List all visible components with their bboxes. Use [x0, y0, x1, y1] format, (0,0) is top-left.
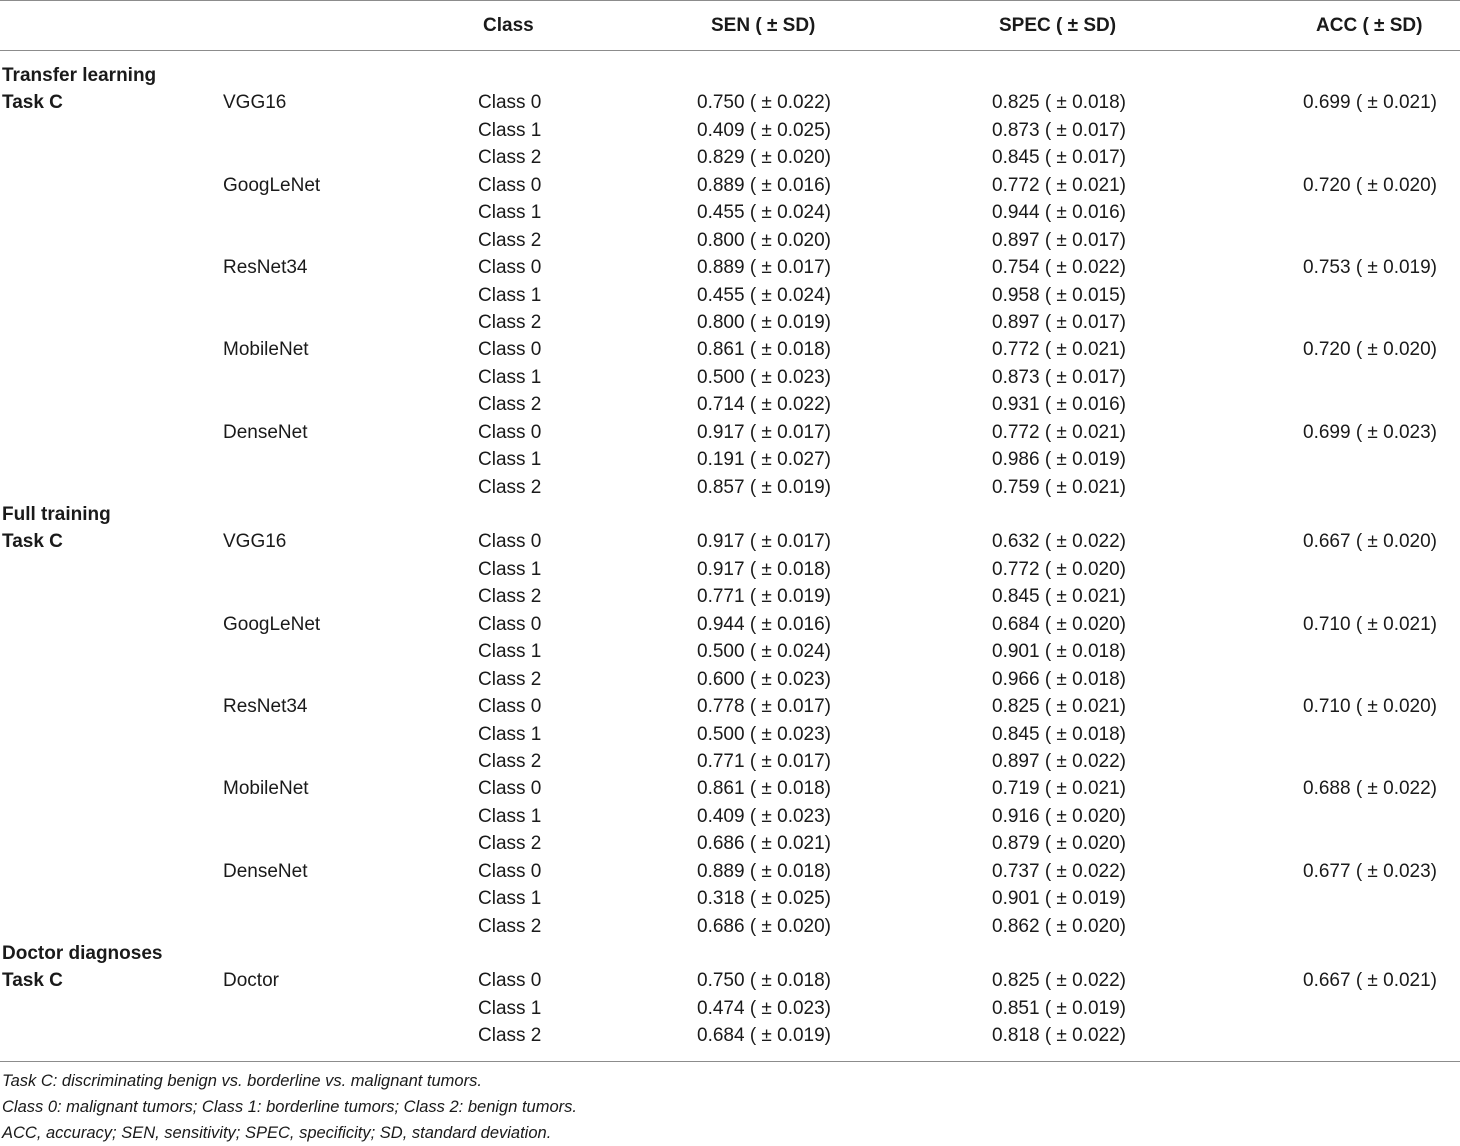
table-row: [0, 446, 1460, 473]
spec-value: 0.845 ( ± 0.021): [992, 586, 1127, 608]
spec-value: 0.944 ( ± 0.016): [992, 202, 1127, 224]
acc-value: 0.699 ( ± 0.023): [1303, 421, 1438, 443]
class-label: Class 0: [478, 339, 542, 361]
class-label: Class 2: [478, 833, 542, 855]
spec-value: 0.719 ( ± 0.021): [992, 778, 1127, 800]
model-name: MobileNet: [223, 778, 309, 800]
acc-value: 0.753 ( ± 0.019): [1303, 257, 1438, 279]
sen-value: 0.771 ( ± 0.019): [697, 586, 832, 608]
model-name: DenseNet: [223, 421, 308, 443]
table-row: [0, 199, 1460, 226]
table-row: [0, 638, 1460, 665]
table-row: [0, 227, 1460, 254]
section-title-row: [0, 62, 1460, 89]
bottom-rule: [0, 1061, 1460, 1062]
sen-value: 0.686 ( ± 0.021): [697, 833, 832, 855]
acc-value: 0.710 ( ± 0.020): [1303, 696, 1438, 718]
table-body: [0, 62, 1460, 1050]
class-label: Class 1: [478, 202, 542, 224]
sen-value: 0.771 ( ± 0.017): [697, 750, 832, 772]
spec-value: 0.966 ( ± 0.018): [992, 668, 1127, 690]
spec-value: 0.897 ( ± 0.022): [992, 750, 1127, 772]
class-label: Class 0: [478, 860, 542, 882]
spec-value: 0.897 ( ± 0.017): [992, 311, 1127, 333]
task-label: Task C: [2, 92, 63, 114]
sen-value: 0.409 ( ± 0.023): [697, 805, 832, 827]
sen-value: 0.500 ( ± 0.023): [697, 723, 832, 745]
spec-value: 0.772 ( ± 0.021): [992, 339, 1127, 361]
sen-value: 0.861 ( ± 0.018): [697, 778, 832, 800]
class-label: Class 1: [478, 805, 542, 827]
table-row: [0, 611, 1460, 638]
sen-value: 0.191 ( ± 0.027): [697, 449, 832, 471]
acc-value: 0.667 ( ± 0.020): [1303, 531, 1438, 553]
header-sen: SEN ( ± SD): [711, 15, 816, 36]
table-row: [0, 391, 1460, 418]
sen-value: 0.889 ( ± 0.018): [697, 860, 832, 882]
spec-value: 0.772 ( ± 0.021): [992, 421, 1127, 443]
footnote-classes: Class 0: malignant tumors; Class 1: borderline tumors; Class 2: benign tumors.: [2, 1098, 577, 1116]
class-label: Class 1: [478, 449, 542, 471]
sen-value: 0.714 ( ± 0.022): [697, 394, 832, 416]
table-row: [0, 172, 1460, 199]
sen-value: 0.800 ( ± 0.020): [697, 229, 832, 251]
spec-value: 0.873 ( ± 0.017): [992, 366, 1127, 388]
spec-value: 0.845 ( ± 0.017): [992, 147, 1127, 169]
class-label: Class 2: [478, 915, 542, 937]
sen-value: 0.917 ( ± 0.018): [697, 558, 832, 580]
sen-value: 0.750 ( ± 0.018): [697, 970, 832, 992]
task-label: Task C: [2, 531, 63, 553]
spec-value: 0.772 ( ± 0.020): [992, 558, 1127, 580]
spec-value: 0.759 ( ± 0.021): [992, 476, 1127, 498]
table-row: [0, 748, 1460, 775]
class-label: Class 1: [478, 558, 542, 580]
table-row: [0, 803, 1460, 830]
spec-value: 0.873 ( ± 0.017): [992, 119, 1127, 141]
spec-value: 0.901 ( ± 0.018): [992, 641, 1127, 663]
class-label: Class 0: [478, 970, 542, 992]
sen-value: 0.889 ( ± 0.017): [697, 257, 832, 279]
section-title: Doctor diagnoses: [2, 943, 163, 964]
spec-value: 0.825 ( ± 0.018): [992, 92, 1127, 114]
class-label: Class 0: [478, 613, 542, 635]
model-name: GoogLeNet: [223, 174, 321, 196]
acc-value: 0.710 ( ± 0.021): [1303, 613, 1438, 635]
acc-value: 0.720 ( ± 0.020): [1303, 174, 1438, 196]
class-label: Class 0: [478, 778, 542, 800]
class-label: Class 2: [478, 476, 542, 498]
table-footnotes: [2, 1068, 577, 1146]
class-label: Class 1: [478, 284, 542, 306]
spec-value: 0.986 ( ± 0.019): [992, 449, 1127, 471]
model-name: ResNet34: [223, 257, 308, 279]
class-label: Class 1: [478, 723, 542, 745]
class-label: Class 0: [478, 421, 542, 443]
class-label: Class 2: [478, 750, 542, 772]
table-row: [0, 556, 1460, 583]
acc-value: 0.688 ( ± 0.022): [1303, 778, 1438, 800]
class-label: Class 0: [478, 257, 542, 279]
sen-value: 0.686 ( ± 0.020): [697, 915, 832, 937]
table-header-row: [0, 0, 1460, 50]
class-label: Class 2: [478, 229, 542, 251]
section-title: Full training: [2, 504, 111, 525]
table-row: [0, 419, 1460, 446]
footnote-task: Task C: discriminating benign vs. borderline vs. malignant tumors.: [2, 1072, 482, 1090]
section-title-row: [0, 501, 1460, 528]
table-row: [0, 995, 1460, 1022]
model-name: Doctor: [223, 970, 279, 992]
spec-value: 0.851 ( ± 0.019): [992, 997, 1127, 1019]
sen-value: 0.917 ( ± 0.017): [697, 421, 832, 443]
sen-value: 0.409 ( ± 0.025): [697, 119, 832, 141]
spec-value: 0.825 ( ± 0.022): [992, 970, 1127, 992]
class-label: Class 1: [478, 119, 542, 141]
header-acc: ACC ( ± SD): [1316, 15, 1423, 36]
class-label: Class 1: [478, 888, 542, 910]
sen-value: 0.857 ( ± 0.019): [697, 476, 832, 498]
acc-value: 0.667 ( ± 0.021): [1303, 970, 1438, 992]
table-row: [0, 913, 1460, 940]
sen-value: 0.800 ( ± 0.019): [697, 311, 832, 333]
model-name: GoogLeNet: [223, 613, 321, 635]
class-label: Class 2: [478, 147, 542, 169]
table-row: [0, 528, 1460, 555]
table-row: [0, 117, 1460, 144]
sen-value: 0.455 ( ± 0.024): [697, 284, 832, 306]
acc-value: 0.699 ( ± 0.021): [1303, 92, 1438, 114]
task-label: Task C: [2, 970, 63, 992]
model-name: VGG16: [223, 531, 287, 553]
class-label: Class 2: [478, 311, 542, 333]
sen-value: 0.500 ( ± 0.023): [697, 366, 832, 388]
spec-value: 0.684 ( ± 0.020): [992, 613, 1127, 635]
spec-value: 0.772 ( ± 0.021): [992, 174, 1127, 196]
table-row: [0, 967, 1460, 994]
table-row: [0, 666, 1460, 693]
section-title: Transfer learning: [2, 65, 157, 86]
class-label: Class 1: [478, 997, 542, 1019]
sen-value: 0.889 ( ± 0.016): [697, 174, 832, 196]
table-row: [0, 830, 1460, 857]
spec-value: 0.958 ( ± 0.015): [992, 284, 1127, 306]
table-row: [0, 89, 1460, 116]
sen-value: 0.318 ( ± 0.025): [697, 888, 832, 910]
header-spec: SPEC ( ± SD): [999, 15, 1117, 36]
table-row: [0, 254, 1460, 281]
sen-value: 0.944 ( ± 0.016): [697, 613, 832, 635]
model-name: VGG16: [223, 92, 287, 114]
table-row: [0, 364, 1460, 391]
class-label: Class 2: [478, 1025, 542, 1047]
table-row: [0, 775, 1460, 802]
class-label: Class 2: [478, 394, 542, 416]
table-row: [0, 693, 1460, 720]
acc-value: 0.720 ( ± 0.020): [1303, 339, 1438, 361]
sen-value: 0.861 ( ± 0.018): [697, 339, 832, 361]
table-row: [0, 282, 1460, 309]
class-label: Class 0: [478, 696, 542, 718]
section-title-row: [0, 940, 1460, 967]
table-row: [0, 309, 1460, 336]
spec-value: 0.901 ( ± 0.019): [992, 888, 1127, 910]
table-row: [0, 474, 1460, 501]
class-label: Class 1: [478, 366, 542, 388]
sen-value: 0.455 ( ± 0.024): [697, 202, 832, 224]
sen-value: 0.474 ( ± 0.023): [697, 997, 832, 1019]
header-rule: [0, 50, 1460, 51]
sen-value: 0.684 ( ± 0.019): [697, 1025, 832, 1047]
class-label: Class 0: [478, 92, 542, 114]
spec-value: 0.897 ( ± 0.017): [992, 229, 1127, 251]
class-label: Class 1: [478, 641, 542, 663]
acc-value: 0.677 ( ± 0.023): [1303, 860, 1438, 882]
sen-value: 0.917 ( ± 0.017): [697, 531, 832, 553]
table-row: [0, 1022, 1460, 1049]
sen-value: 0.600 ( ± 0.023): [697, 668, 832, 690]
class-label: Class 0: [478, 531, 542, 553]
sen-value: 0.829 ( ± 0.020): [697, 147, 832, 169]
spec-value: 0.862 ( ± 0.020): [992, 915, 1127, 937]
spec-value: 0.632 ( ± 0.022): [992, 531, 1127, 553]
table-row: [0, 144, 1460, 171]
spec-value: 0.845 ( ± 0.018): [992, 723, 1127, 745]
model-name: MobileNet: [223, 339, 309, 361]
header-class: Class: [483, 15, 534, 36]
table-row: [0, 885, 1460, 912]
spec-value: 0.916 ( ± 0.020): [992, 805, 1127, 827]
sen-value: 0.778 ( ± 0.017): [697, 696, 832, 718]
class-label: Class 0: [478, 174, 542, 196]
spec-value: 0.931 ( ± 0.016): [992, 394, 1127, 416]
table-row: [0, 336, 1460, 363]
spec-value: 0.879 ( ± 0.020): [992, 833, 1127, 855]
spec-value: 0.818 ( ± 0.022): [992, 1025, 1127, 1047]
model-name: DenseNet: [223, 860, 308, 882]
footnote-abbreviations: ACC, accuracy; SEN, sensitivity; SPEC, specificity; SD, standard deviation.: [2, 1124, 552, 1142]
table-row: [0, 583, 1460, 610]
sen-value: 0.500 ( ± 0.024): [697, 641, 832, 663]
table-row: [0, 858, 1460, 885]
class-label: Class 2: [478, 668, 542, 690]
sen-value: 0.750 ( ± 0.022): [697, 92, 832, 114]
spec-value: 0.825 ( ± 0.021): [992, 696, 1127, 718]
table-row: [0, 721, 1460, 748]
spec-value: 0.754 ( ± 0.022): [992, 257, 1127, 279]
model-name: ResNet34: [223, 696, 308, 718]
class-label: Class 2: [478, 586, 542, 608]
spec-value: 0.737 ( ± 0.022): [992, 860, 1127, 882]
